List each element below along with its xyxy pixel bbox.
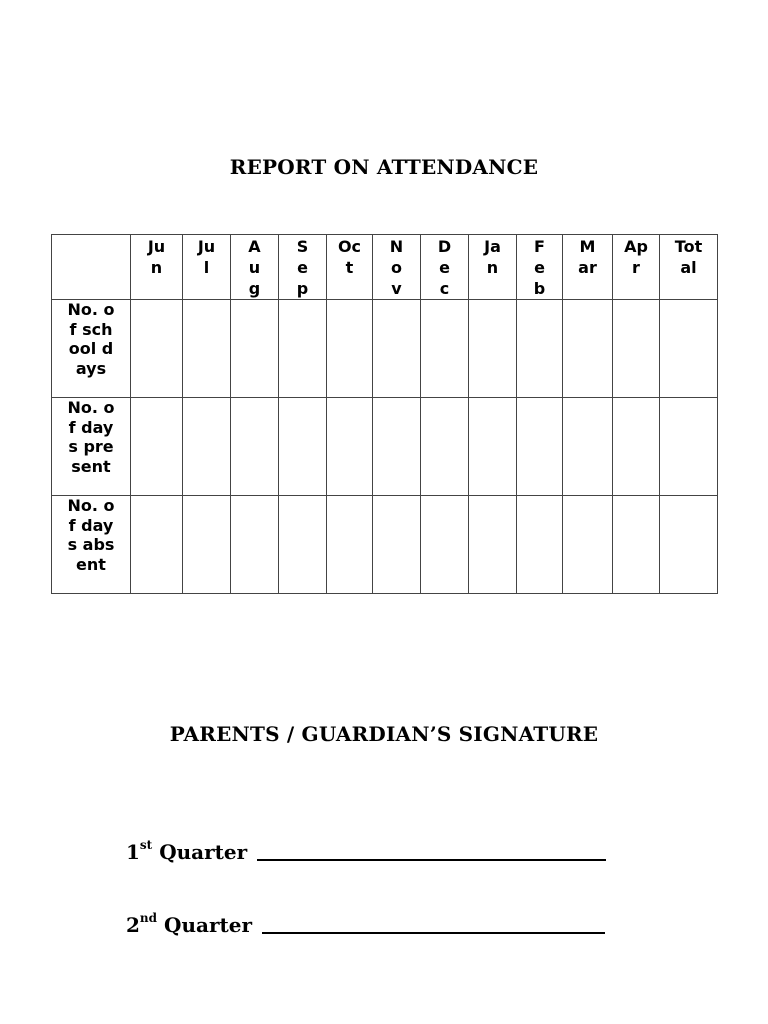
corner-cell: [52, 235, 131, 300]
quarter-label: Quarter: [164, 913, 252, 937]
quarter-label: Quarter: [159, 840, 248, 864]
data-cell: [421, 398, 469, 496]
data-cell: [131, 398, 183, 496]
data-cell: [613, 398, 660, 496]
month-header: Jan: [469, 235, 517, 300]
month-header: Feb: [517, 235, 563, 300]
data-cell: [231, 398, 279, 496]
data-cell: [183, 398, 231, 496]
signature-title: PARENTS / GUARDIAN’S SIGNATURE: [169, 722, 599, 746]
data-cell: [131, 496, 183, 594]
data-cell: [517, 300, 563, 398]
quarter-ordinal: 2nd: [126, 911, 158, 937]
data-cell: [279, 496, 327, 594]
month-header: Nov: [373, 235, 421, 300]
table-row: [52, 496, 718, 594]
data-cell: [373, 300, 421, 398]
data-cell: [469, 300, 517, 398]
data-cell: [469, 496, 517, 594]
data-cell: [563, 300, 613, 398]
month-header: Sep: [279, 235, 327, 300]
data-cell: [563, 496, 613, 594]
data-cell: [373, 398, 421, 496]
quarter-2-signature-line: [126, 913, 605, 937]
data-cell: [563, 398, 613, 496]
data-cell: [517, 496, 563, 594]
data-cell: [613, 300, 660, 398]
row-label: No. of school days: [52, 300, 131, 398]
data-cell: [421, 496, 469, 594]
data-cell: [183, 496, 231, 594]
row-label: No. of days present: [52, 398, 131, 496]
quarter-1-signature-line: [126, 840, 606, 864]
quarter-ordinal: 1st: [126, 838, 153, 864]
attendance-table: [51, 234, 718, 594]
attendance-title: REPORT ON ATTENDANCE: [229, 155, 539, 179]
table-row: [52, 300, 718, 398]
data-cell: [183, 300, 231, 398]
month-header: Dec: [421, 235, 469, 300]
data-cell: [469, 398, 517, 496]
row-label: No. of days absent: [52, 496, 131, 594]
signature-line: [262, 931, 605, 934]
data-cell: [373, 496, 421, 594]
data-cell: [660, 398, 718, 496]
data-cell: [517, 398, 563, 496]
total-header: Total: [660, 235, 718, 300]
data-cell: [327, 300, 373, 398]
month-header: Aug: [231, 235, 279, 300]
data-cell: [613, 496, 660, 594]
month-header: Apr: [613, 235, 660, 300]
data-cell: [421, 300, 469, 398]
table-row: [52, 398, 718, 496]
data-cell: [231, 496, 279, 594]
header-row: [52, 235, 718, 300]
data-cell: [131, 300, 183, 398]
month-header: Mar: [563, 235, 613, 300]
month-header: Jul: [183, 235, 231, 300]
data-cell: [279, 398, 327, 496]
data-cell: [231, 300, 279, 398]
data-cell: [660, 496, 718, 594]
signature-line: [257, 858, 606, 861]
data-cell: [327, 496, 373, 594]
data-cell: [660, 300, 718, 398]
data-cell: [279, 300, 327, 398]
data-cell: [327, 398, 373, 496]
month-header: Jun: [131, 235, 183, 300]
month-header: Oct: [327, 235, 373, 300]
